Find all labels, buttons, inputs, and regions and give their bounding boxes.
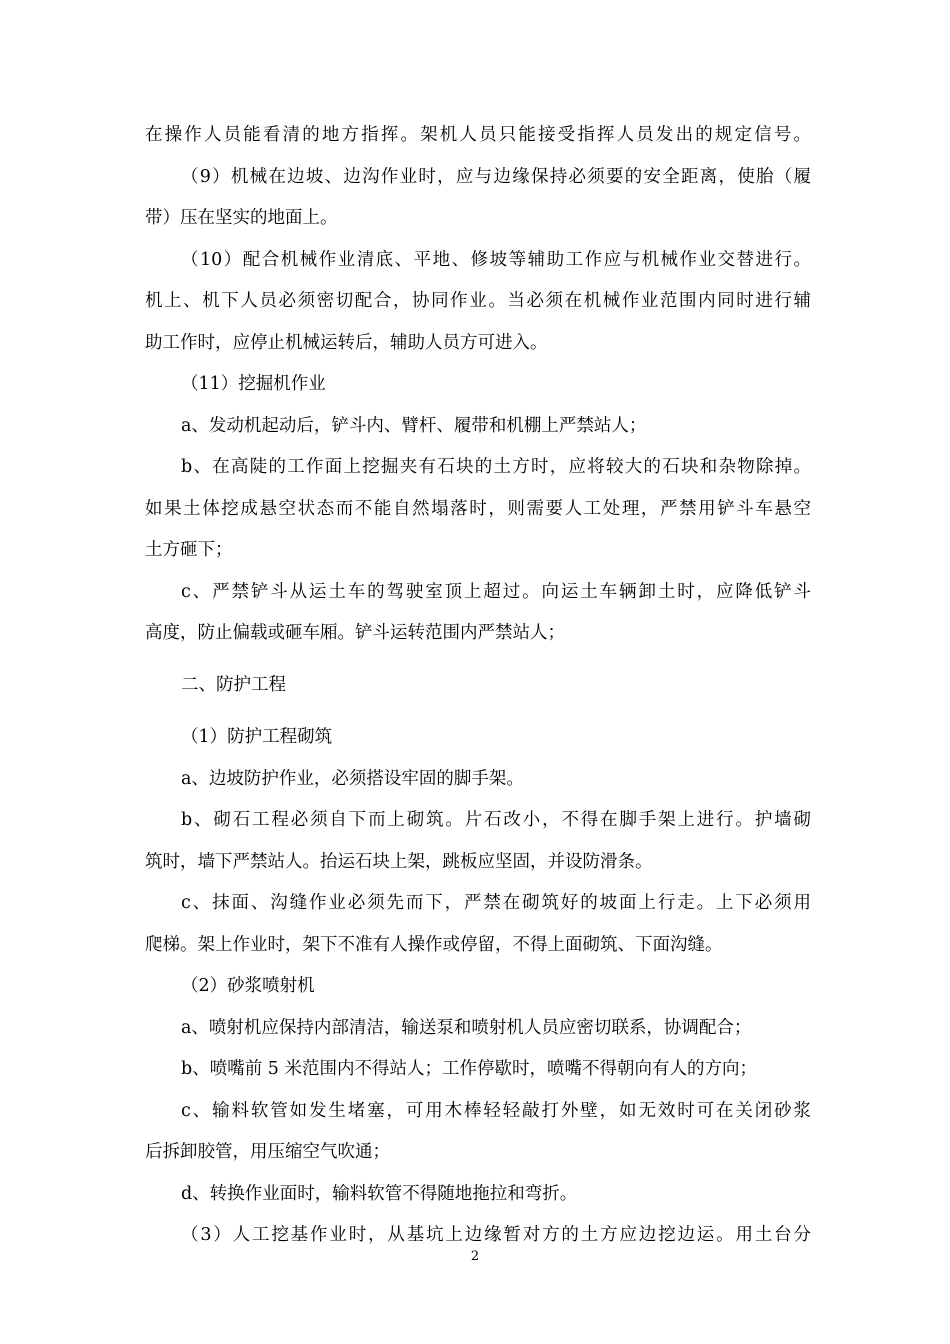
text-line: a、发动机起动后，铲斗内、臂杆、履带和机棚上严禁站人；	[181, 415, 647, 436]
text-line: 带）压在坚实的地面上。	[145, 208, 338, 228]
text-line: 爬梯。架上作业时，架下不准有人操作或停留，不得上面砌筑、下面沟缝。	[145, 934, 723, 955]
page-number: 2	[470, 1249, 480, 1264]
text-line: 筑时，墙下严禁站人。抬运石块上架，跳板应坚固，并设防滑条。	[145, 851, 653, 872]
subheading: （11）挖掘机作业	[181, 374, 326, 394]
text-line: 后拆卸胶管，用压缩空气吹通；	[145, 1142, 390, 1162]
subheading: （2）砂浆喷射机	[181, 976, 315, 996]
text-line: 在操作人员能看清的地方指挥。架机人员只能接受指挥人员发出的规定信号。	[145, 125, 811, 145]
text-line: a、边坡防护作业，必须搭设牢固的脚手架。	[181, 768, 524, 789]
section-heading: 二、防护工程	[181, 675, 286, 695]
text-line: b、在高陡的工作面上挖掘夹有石块的土方时，应将较大的石块和杂物除掉。	[181, 457, 811, 477]
document-body	[145, 122, 811, 1249]
subheading: （1）防护工程砌筑	[181, 727, 333, 747]
text-line: b、喷嘴前 5 米范围内不得站人；工作停歇时，喷嘴不得朝向有人的方向；	[181, 1059, 757, 1079]
text-line: a、喷射机应保持内部清洁，输送泵和喷射机人员应密切联系，协调配合；	[181, 1017, 752, 1038]
text-line: 如果土体挖成悬空状态而不能自然塌落时，则需要人工处理，严禁用铲斗车悬空	[145, 498, 811, 519]
text-line: （3）人工挖基作业时，从基坑上边缘暂对方的土方应边挖边运。用土台分	[181, 1225, 811, 1245]
text-line: d、转换作业面时，输料软管不得随地拖拉和弯折。	[181, 1183, 578, 1204]
text-line: （9）机械在边坡、边沟作业时，应与边缘保持必须要的安全距离，使胎（履	[181, 166, 811, 187]
text-line: 高度，防止偏载或砸车厢。铲斗运转范围内严禁站人；	[145, 623, 565, 643]
text-line: b、砌石工程必须自下而上砌筑。片石改小，不得在脚手架上进行。护墙砌	[181, 810, 811, 830]
text-line: c、严禁铲斗从运土车的驾驶室顶上超过。向运土车辆卸土时，应降低铲斗	[181, 581, 811, 602]
text-line: c、输料软管如发生堵塞，可用木棒轻轻敲打外壁，如无效时可在关闭砂浆	[181, 1100, 811, 1121]
text-line: c、抹面、沟缝作业必须先而下，严禁在砌筑好的坡面上行走。上下必须用	[181, 893, 811, 913]
text-line: 土方砸下；	[145, 540, 233, 560]
text-line: 助工作时，应停止机械运转后，辅助人员方可进入。	[145, 332, 548, 353]
text-line: 机上、机下人员必须密切配合，协同作业。当必须在机械作业范围内同时进行辅	[145, 291, 811, 311]
text-line: （10）配合机械作业清底、平地、修坡等辅助工作应与机械作业交替进行。	[181, 249, 811, 270]
